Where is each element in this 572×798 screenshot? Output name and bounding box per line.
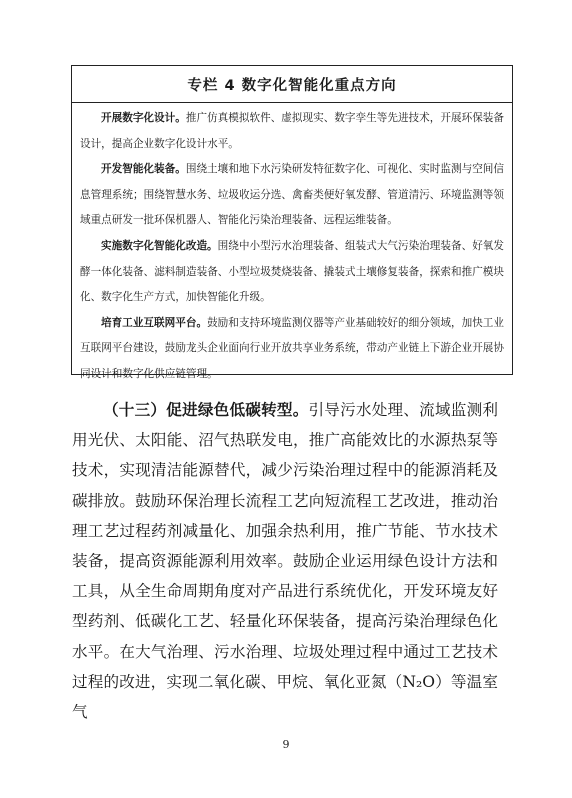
box-item — [80, 234, 504, 311]
page-number: 9 — [282, 738, 290, 751]
item-text: 鼓励和支持环境监测仪器等产业基础较好的细分领域，加快工业互联网平台建设，鼓励龙头企业面向行业开放共享业务系统，带动产业链上下游企业开展协同设计和数字化供应链管理。 — [80, 316, 505, 380]
box-title: 专栏 4 数字化智能化重点方向 — [72, 66, 512, 103]
feature-box — [71, 65, 513, 380]
box-item — [80, 106, 504, 157]
paragraph-text: 引导污水处理、流域监测利用光伏、太阳能、沼气热联发电，推广高能效比的水源热泵等技术，实现清洁能源替代，减少污染治理过程中的能源消耗及碳排放。鼓励环保治理长流程工艺向短流程工艺改进，推动治理工艺过程药剂减量化、加强余热利用，推广节能、节水技术装备，提高资源能源利用效率。鼓励企业运用绿色设计方法和工具，从全生命周期角度对产品进行系统优化，开发环境友好型药剂、低碳化工艺、轻量化环保装备，提高污染治理绿色化水平。在大气治理、污水治理、垃圾处理过程中通过工艺技术过程的改进，实现二氧化碳、甲烷、氧化亚氮（N₂O）等温室气 — [72, 401, 498, 722]
main-paragraph — [72, 395, 498, 727]
box-item — [80, 157, 504, 234]
box-body — [72, 103, 512, 388]
section-heading: （十三）促进绿色低碳转型。 — [103, 401, 309, 419]
item-text: 围绕中小型污水治理装备、组装式大气污染治理装备、好氧发酵一体化装备、滤料制造装备、小型垃圾焚烧装备、撬装式土壤修复装备，探索和推广模块化、数字化生产方式，加快智能化升级。 — [80, 239, 505, 304]
item-lead: 开发智能化装备。 — [101, 163, 186, 176]
item-text: 推广仿真模拟软件、虚拟现实、数字孪生等先进技术，开展环保装备设计，提高企业数字化设计水平。 — [80, 112, 504, 150]
item-lead: 实施数字化智能化改造。 — [101, 239, 218, 252]
item-lead: 培育工业互联网平台。 — [101, 316, 208, 329]
item-text: 围绕土壤和地下水污染研发特征数字化、可视化、实时监测与空间信息管理系统；围绕智慧水务、垃圾收运分选、禽畜类便好氧发酵、管道清污、环境监测等领域重点研发一批环保机器人、智能化污染治理装备、远程运维装备。 — [80, 163, 504, 227]
box-item — [80, 311, 504, 388]
item-lead: 开展数字化设计。 — [101, 112, 186, 124]
